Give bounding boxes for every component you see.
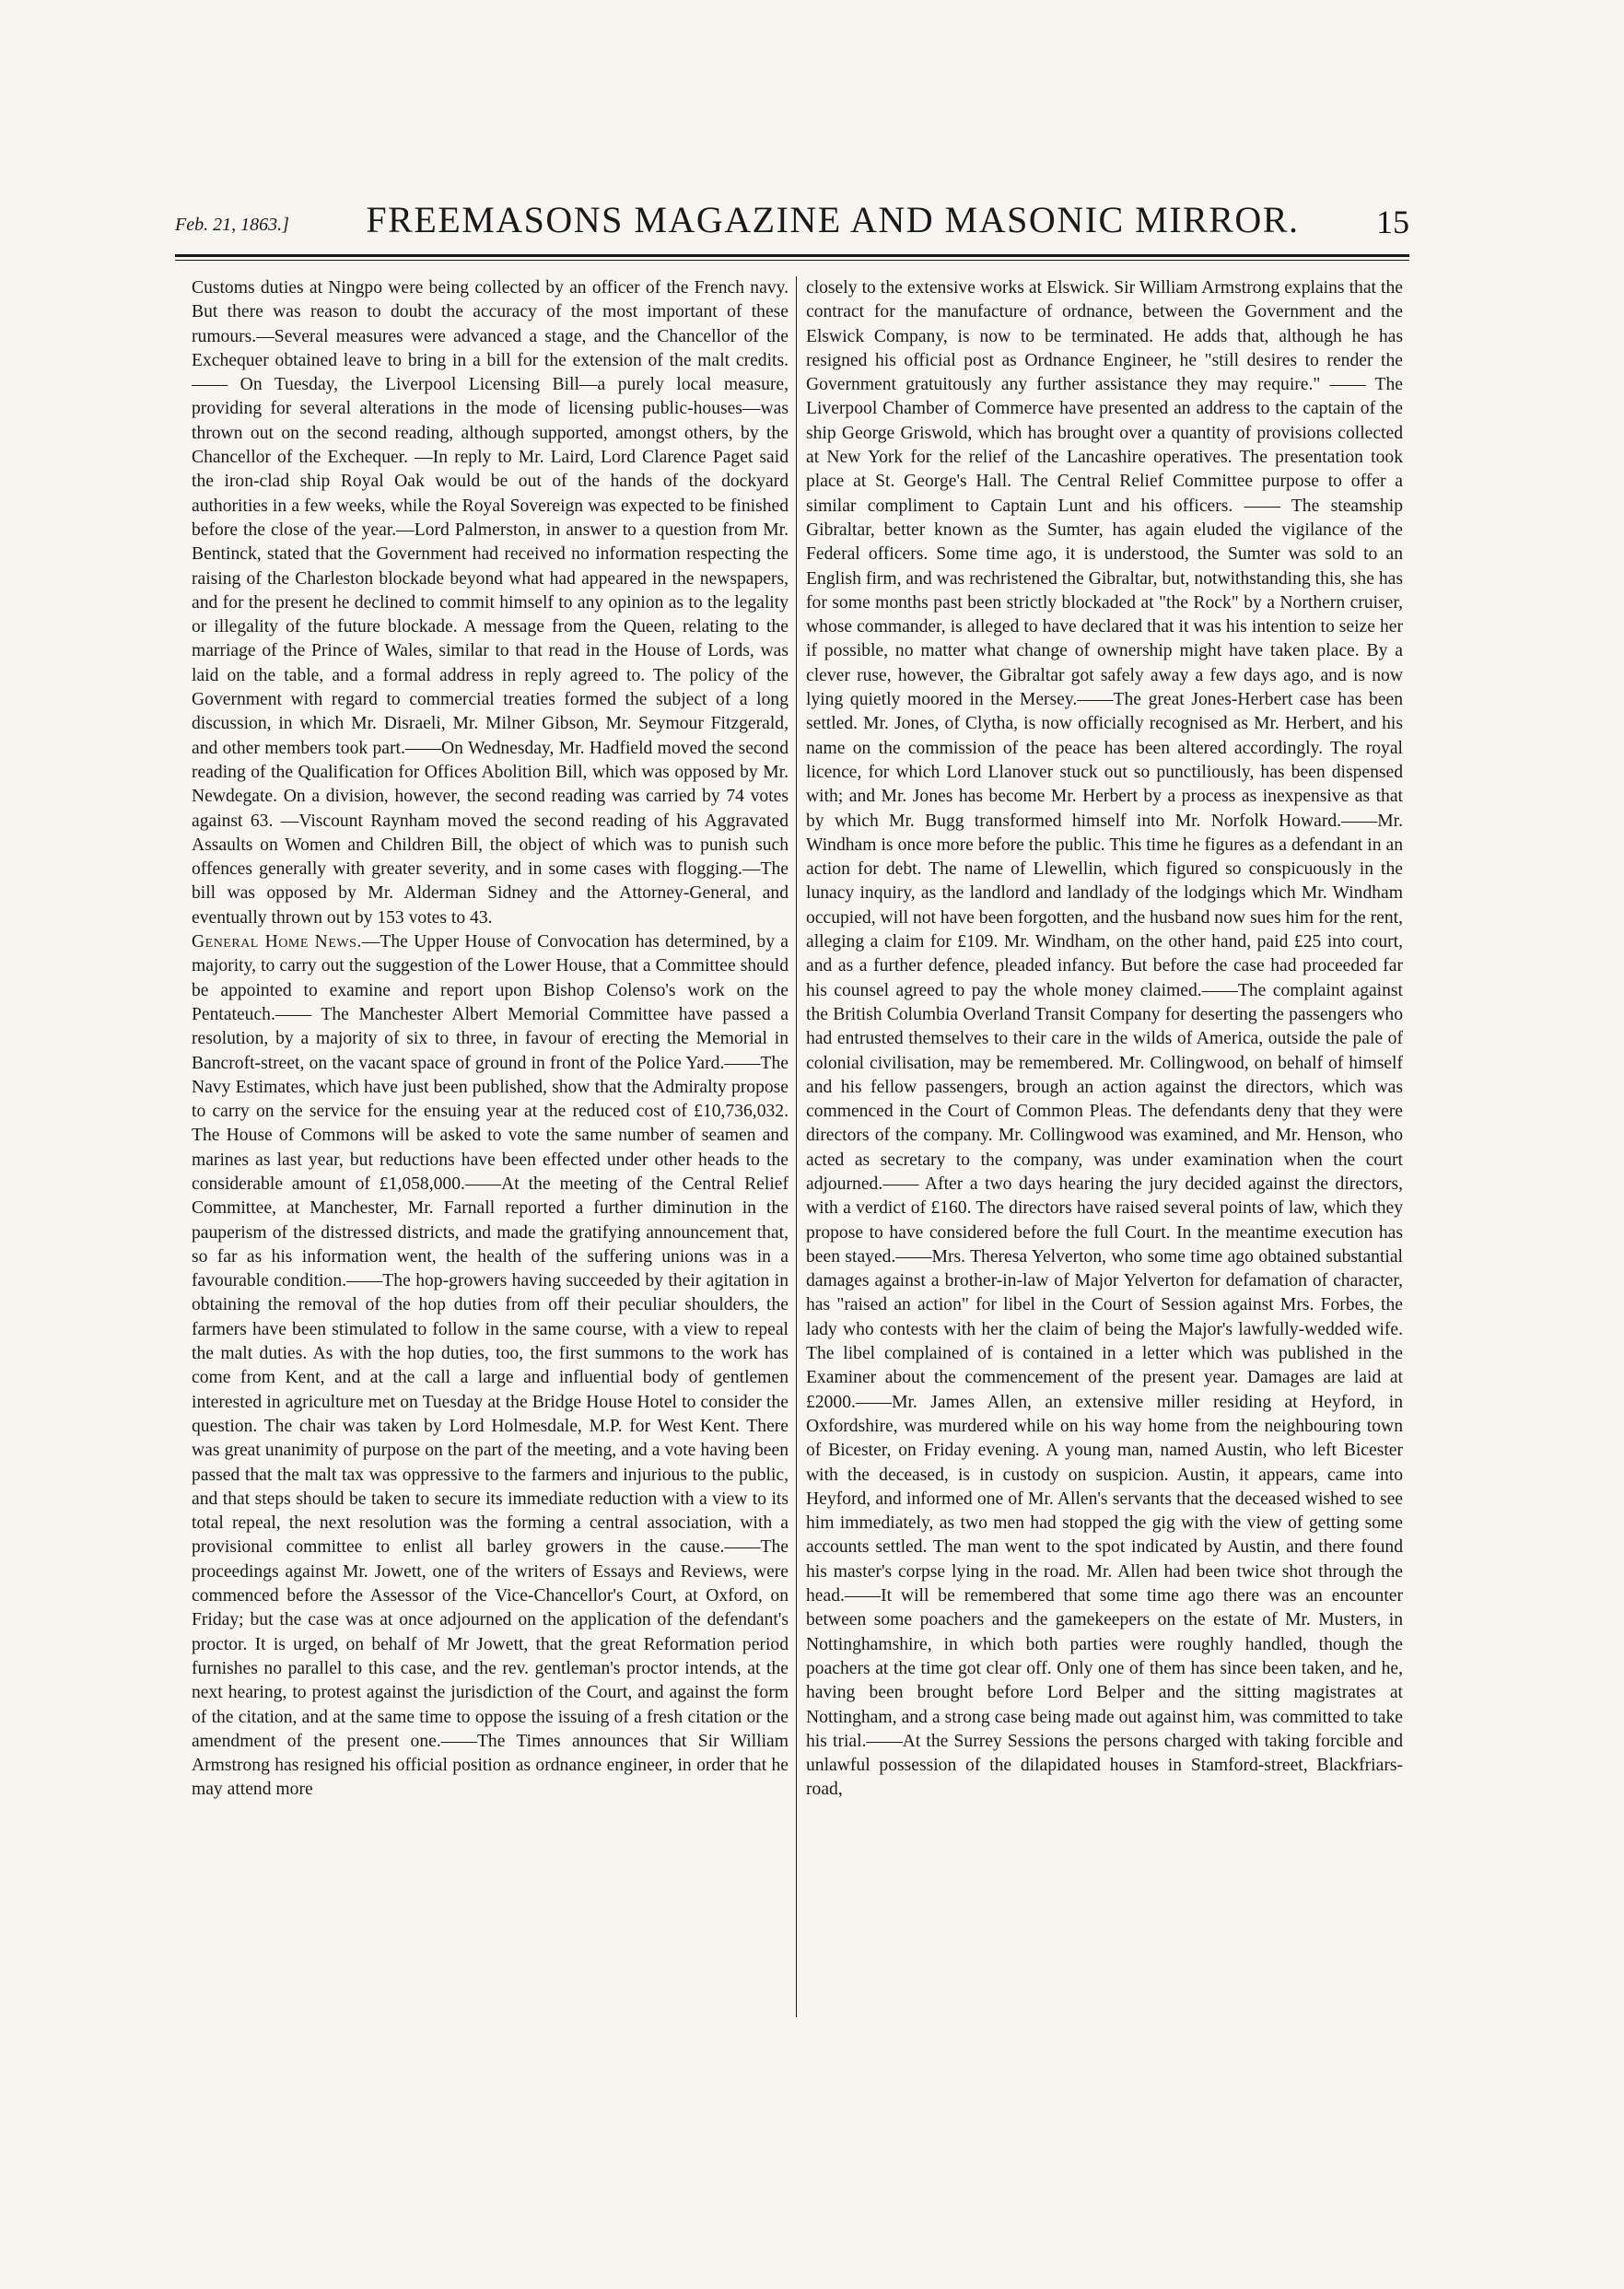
right-column — [806, 276, 1403, 2128]
header-rule-thin — [175, 260, 1409, 261]
issue-date: Feb. 21, 1863.] — [175, 215, 289, 235]
header-rule — [175, 254, 1409, 257]
home-news-text: —The Upper House of Convocation has determined, by a majority, to carry out the suggestion of the Lower House, that a Committee should be appointed to examine and report upon Bishop Colenso's work on the Pentateuch.—— The Manchester Albert Memorial Committee have passed a resolution, by a majority of six to three, in favour of erecting the Memorial in Bancroft-street, on the vacant space of ground in front of the Police Yard.——The Navy Estimates, which have just been published, show that the Admiralty propose to carry on the service for the ensuing year at the reduced cost of £10,736,032. The House of Commons will be asked to vote the same number of seamen and marines as last year, but reductions have been effected under other heads to the considerable amount of £1,058,000.——At the meeting of the Central Relief Committee, at Manchester, Mr. Farnall reported a further diminution in the pauperism of the distressed districts, and made the gratifying announcement that, so far as his information went, the health of the suffering unions was in a favourable condition.——The hop-growers having succeeded by their agitation in obtaining the removal of the hop duties from off their peculiar shoulders, the farmers have been stimulated to follow in the same course, with a view to repeal the malt duties. As with the hop duties, too, the first summons to the work has come from Kent, and at the call a large and influential body of gentlemen interested in agriculture met on Tuesday at the Bridge House Hotel to consider the question. The chair was taken by Lord Holmesdale, M.P. for West Kent. There was great unanimity of purpose on the part of the meeting, and a vote having been passed that the malt tax was oppressive to the farmers and injurious to the public, and that steps should be taken to secure its immediate reduction with a view to its total repeal, the next resolution was the forming a central association, with a provisional committee to enlist all barley growers in the cause.——The proceedings against Mr. Jowett, one of the writers of Essays and Reviews, were commenced before the Assessor of the Vice-Chancellor's Court, at Oxford, on Friday; but the case was at once adjourned on the application of the defendant's proctor. It is urged, on behalf of Mr Jowett, that the great Reformation period furnishes no parallel to this case, and the rev. gentleman's proctor intends, at the next hearing, to protest against the jurisdiction of the Court, and against the form of the citation, and at the same time to oppose the issuing of a fresh citation or the amendment of the present one.——The Times announces that Sir William Armstrong has resigned his official position as ordnance engineer, in order that he may attend more — [192, 932, 789, 1800]
left-column — [192, 276, 789, 2128]
page-number: 15 — [1375, 204, 1409, 240]
publication-title: FREEMASONS MAGAZINE AND MASONIC MIRROR. — [366, 199, 1300, 240]
left-paragraph-parliament: Customs duties at Ningpo were being collected by an officer of the French navy. But there was reason to doubt the accuracy of the most important of these rumours.—Several measures were advanced a stage, and the Chancellor of the Exchequer obtained leave to bring in a bill for the extension of the malt credits.—— On Tuesday, the Liverpool Licensing Bill—a purely local measure, providing for several alterations in the mode of licensing public-houses—was thrown out on the second reading, although supported, amongst others, by the Chancellor of the Exchequer. —In reply to Mr. Laird, Lord Clarence Paget said the iron-clad ship Royal Oak would be out of the hands of the dockyard authorities in a few weeks, while the Royal Sovereign was expected to be finished before the close of the year.—Lord Palmerston, in answer to a question from Mr. Bentinck, stated that the Government had received no information respecting the raising of the Charleston blockade beyond what had appeared in the newspapers, and for the present he declined to commit himself to any opinion as to the legality or illegality of the future blockade. A message from the Queen, relating to the marriage of the Prince of Wales, similar to that read in the House of Lords, was laid on the table, and a formal address in reply agreed to. The policy of the Government with regard to commercial treaties formed the subject of a long discussion, in which Mr. Disraeli, Mr. Milner Gibson, Mr. Seymour Fitzgerald, and other members took part.——On Wednesday, Mr. Hadfield moved the second reading of the Qualification for Offices Abolition Bill, which was opposed by Mr. Newdegate. On a division, however, the second reading was carried by 74 votes against 63. —Viscount Raynham moved the second reading of his Aggravated Assaults on Women and Children Bill, the object of which was to punish such offences generally with greater severity, and in some cases with flogging.—The bill was opposed by Mr. Alderman Sidney and the Attorney-General, and eventually thrown out by 153 votes to 43. — [192, 278, 789, 928]
section-heading-general-home-news: General Home News. — [192, 932, 362, 952]
page-header — [175, 195, 1409, 241]
right-paragraph-news: closely to the extensive works at Elswick. Sir William Armstrong explains that the contract for the manufacture of ordnance, between the Government and the Elswick Company, is now to be terminated. He adds that, although he has resigned his official post as Ordnance Engineer, he "still desires to render the Government gratuitously any further assistance they may require." —— The Liverpool Chamber of Commerce have presented an address to the captain of the ship George Griswold, which has brought over a quantity of provisions collected at New York for the relief of the Lancashire operatives. The presentation took place at St. George's Hall. The Central Relief Committee purpose to offer a similar compliment to Captain Lunt and his officers. —— The steamship Gibraltar, better known as the Sumter, has again eluded the vigilance of the Federal officers. Some time ago, it is understood, the Sumter was sold to an English firm, and was rechristened the Gibraltar, but, notwithstanding this, she has for some months past been strictly blockaded at "the Rock" by a Northern cruiser, whose commander, is alleged to have declared that it was his intention to seize her if possible, no matter what change of ownership might have taken place. By a clever ruse, however, the Gibraltar got safely away a few days ago, and is now lying quietly moored in the Mersey.——The great Jones-Herbert case has been settled. Mr. Jones, of Clytha, is now officially recognised as Mr. Herbert, and his name on the commission of the peace has been altered accordingly. The royal licence, for which Lord Llanover stuck out so punctiliously, has been dispensed with; and Mr. Jones has become Mr. Herbert by a process as inexpensive as that by which Mr. Bugg transformed himself into Mr. Norfolk Howard.——Mr. Windham is once more before the public. This time he figures as a defendant in an action for debt. The name of Llewellin, which figured so conspicuously in the lunacy inquiry, as the landlord and landlady of the lodgings which Mr. Windham occupied, will not have been forgotten, and the husband now sues him for the rent, alleging a claim for £109. Mr. Windham, on the other hand, paid £25 into court, and as a further defence, pleaded infancy. But before the case had proceeded far his counsel agreed to pay the whole money claimed.——The complaint against the British Columbia Overland Transit Company for deserting the passengers who had entrusted themselves to their care in the wilds of America, outside the pale of colonial civilisation, may be remembered. Mr. Collingwood, on behalf of himself and his fellow passengers, brough an action against the directors, which was commenced in the Court of Common Pleas. The defendants deny that they were directors of the company. Mr. Collingwood was examined, and Mr. Henson, who acted as secretary to the company, was under examination when the court adjourned.—— After a two days hearing the jury decided against the directors, with a verdict of £160. The directors have raised several points of law, which they propose to have considered before the full Court. In the meantime execution has been stayed.——Mrs. Theresa Yelverton, who some time ago obtained substantial damages against a brother-in-law of Major Yelverton for defamation of character, has "raised an action" for libel in the Court of Session against Mrs. Forbes, the lady who contests with her the claim of being the Major's lawfully-wedded wife. The libel complained of is contained in a letter which was published in the Examiner about the commencement of the present year. Damages are laid at £2000.——Mr. James Allen, an extensive miller residing at Heyford, in Oxfordshire, was murdered while on his way home from the neighbouring town of Bicester, on Friday evening. A young man, named Austin, who left Bicester with the deceased, is in custody on suspicion. Austin, it appears, came into Heyford, and informed one of Mr. Allen's servants that the deceased wished to see him immediately, as two men had stopped the gig with the view of getting some accounts settled. The man went to the spot indicated by Austin, and there found his master's corpse lying in the road. Mr. Allen had been twice shot through the head.——It will be remembered that some time ago there was an encounter between some poachers and the gamekeepers on the estate of Mr. Musters, in Nottinghamshire, in which both parties were roughly handled, though the poachers at the time got clear off. Only one of them has since been taken, and he, having been brought before Lord Belper and the sitting magistrates at Nottingham, and a strong case being made out against him, was committed to take his trial.——At the Surrey Sessions the persons charged with taking forcible and unlawful possession of the dilapidated houses in Stamford-street, Blackfriars-road, — [806, 278, 1403, 1800]
column-divider — [796, 276, 797, 2017]
left-paragraph-home-news — [192, 930, 789, 1803]
